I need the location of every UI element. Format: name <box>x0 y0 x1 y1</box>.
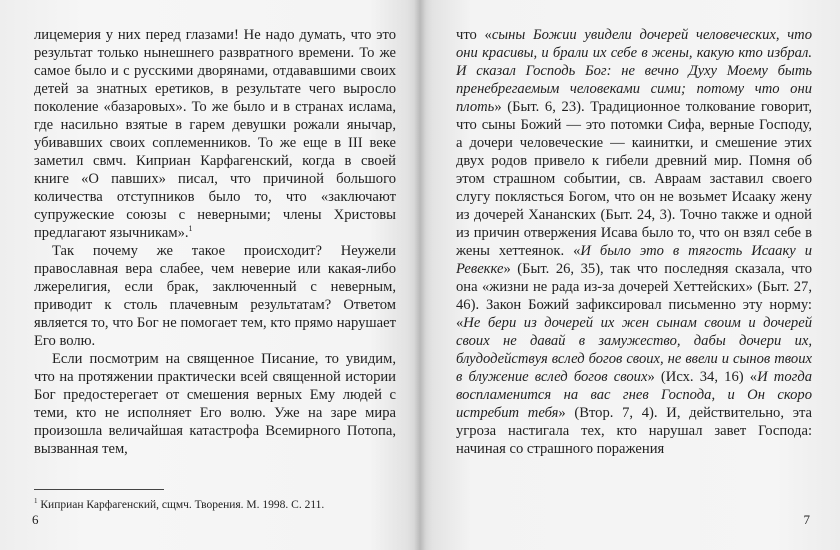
right-page-paragraph: что «сыны Божии увидели дочерей человеческих, что они красивы, и брали их себе в жены, какую кто избрал. И сказал Господь Бог: не вечно Духу Моему быть пренебрегаемым человеками сими; потому что они плоть» (Быт. 6, 23). Традиционное толкование говорит, что сыны Божий — это потомки Сифа, верные Господу, а дочери человеческие — каинитки, и смешение этих двух родов привело к гибели древний мир. Помня об этом страшном событии, св. Авраам заставил своего слугу поклясться Богом, что он не возьмет Исааку жену из дочерей Хананских (Быт. 24, 3). Точно также и одной из причин отвержения Исава было то, что он взял себе в жены хеттеянок. «И было это в тягость Исааку и Ревекке» (Быт. 26, 35), так что последняя сказала, что она «жизни не рада из-за дочерей Хеттейских» (Быт. 27, 46). Закон Божий зафиксировал письменно эту норму: «Не бери из дочерей их жен сынам своим и дочерей своих не давай в замужество, дабы дочери их, блудодействуя вслед богов своих, не ввели и сынов твоих в блужение вслед богов своих» (Исх. 34, 16) «И тогда воспламенится на вас гнев Господа, и Он скоро истребит тебя» (Втор. 7, 4). И, действительно, эта угроза настигала тех, кто нарушал завет Господа: начиная со страшного поражения <box>456 27 813 457</box>
left-page-body-text <box>34 26 396 458</box>
page-number-right: 7 <box>803 512 810 527</box>
footnote: $^1$ Киприан Карфагенский, сщмч. Творения. М. 1998. С. 211. <box>34 497 325 511</box>
footnote-divider <box>34 489 164 490</box>
page-number-left: 6 <box>32 512 39 527</box>
left-page-paragraph: Если посмотрим на священное Писание, то увидим, что на протяжении практически всей священной истории Бог предостерегает от смешения верных Ему людей с теми, кто не исполняет Его волю. Уже на заре мира произошла величайшая катастрофа Всемирного Потопа, вызванная тем, <box>34 351 396 457</box>
right-page <box>420 0 840 550</box>
left-page-paragraph: Так почему же такое происходит? Неужели православная вера слабее, чем неверие или какая-либо лжерелигия, если брак, заключенный с неверным, приводит к столь плачевным результатам? Ответом является то, что Бог не помогает тем, кто прямо нарушает Его волю. <box>34 243 396 349</box>
left-page-paragraph: лицемерия у них перед глазами! Не надо думать, что это результат только нынешнего развратного времени. То же самое было и с русскими дворянами, отдававшими своих детей за знатных еретиков, в результате чего выросло поколение «базаровых». То же было и в странах ислама, где насильно взятые в гарем девушки рожали янычар, убивавших своих соплеменников. То же еще в III веке заметил свмч. Киприан Карфагенский, когда в своей книге «О павших» писал, что причиной большого количества отступников было то, что «заключают супружеские союзы с неверными; члены Христовы предлагают язычникам».$^1$ <box>34 27 396 241</box>
right-page-body-text <box>456 26 812 458</box>
book-gutter <box>414 0 426 550</box>
